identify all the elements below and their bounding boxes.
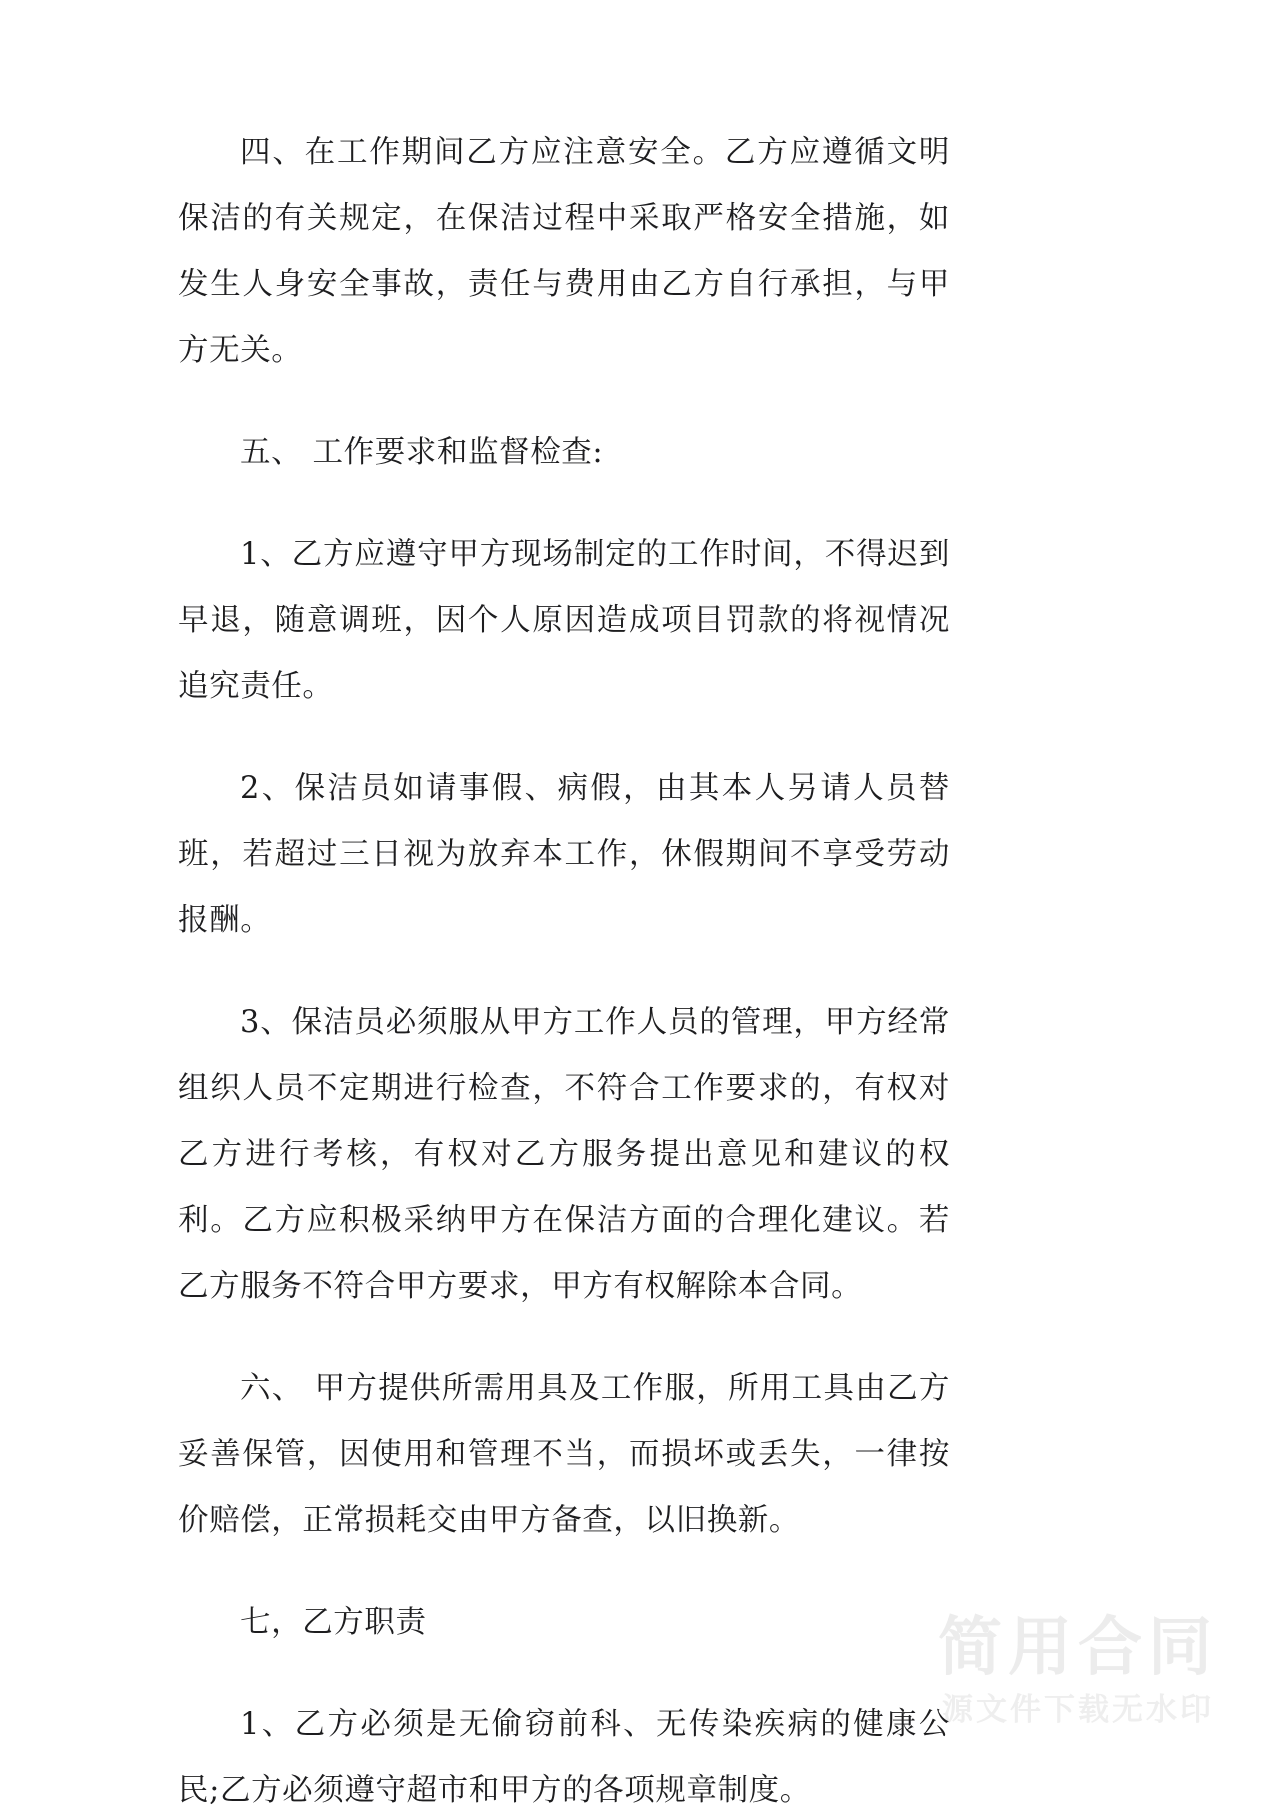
watermark-subtitle-text: 源文件下载无水印 xyxy=(942,1691,1214,1728)
paragraph-clause-4: 四、在工作期间乙方应注意安全。乙方应遵循文明保洁的有关规定，在保洁过程中采取严格安全措施，如发生人身安全事故，责任与费用由乙方自行承担，与甲方无关。 xyxy=(178,135,950,368)
watermark-brand-text: 简用合同 xyxy=(938,1610,1218,1685)
paragraph-clause-5-item-1: 1、乙方应遵守甲方现场制定的工作时间，不得迟到早退，随意调班，因个人原因造成项目罚款的将视情况追究责任。 xyxy=(178,537,950,704)
paragraph-clause-5-item-3: 3、保洁员必须服从甲方工作人员的管理，甲方经常组织人员不定期进行检查，不符合工作要求的，有权对乙方进行考核，有权对乙方服务提出意见和建议的权利。乙方应积极采纳甲方在保洁方面的合理化建议。若乙方服务不符合甲方要求，甲方有权解除本合同。 xyxy=(178,1005,950,1304)
document-text-column xyxy=(178,120,950,1810)
watermark xyxy=(938,1610,1218,1730)
paragraph-clause-7-heading: 七，乙方职责 xyxy=(240,1605,427,1640)
paragraph-clause-7-item-1: 1、乙方必须是无偷窃前科、无传染疾病的健康公民;乙方必须遵守超市和甲方的各项规章制度。 xyxy=(178,1707,950,1808)
paragraph-clause-5-item-2: 2、保洁员如请事假、病假，由其本人另请人员替班，若超过三日视为放弃本工作，休假期间不享受劳动报酬。 xyxy=(178,771,950,938)
paragraph-clause-6: 六、 甲方提供所需用具及工作服，所用工具由乙方妥善保管，因使用和管理不当，而损坏或丢失，一律按价赔偿，正常损耗交由甲方备查，以旧换新。 xyxy=(178,1371,950,1538)
paragraph-clause-5-heading: 五、 工作要求和监督检查: xyxy=(240,435,604,470)
